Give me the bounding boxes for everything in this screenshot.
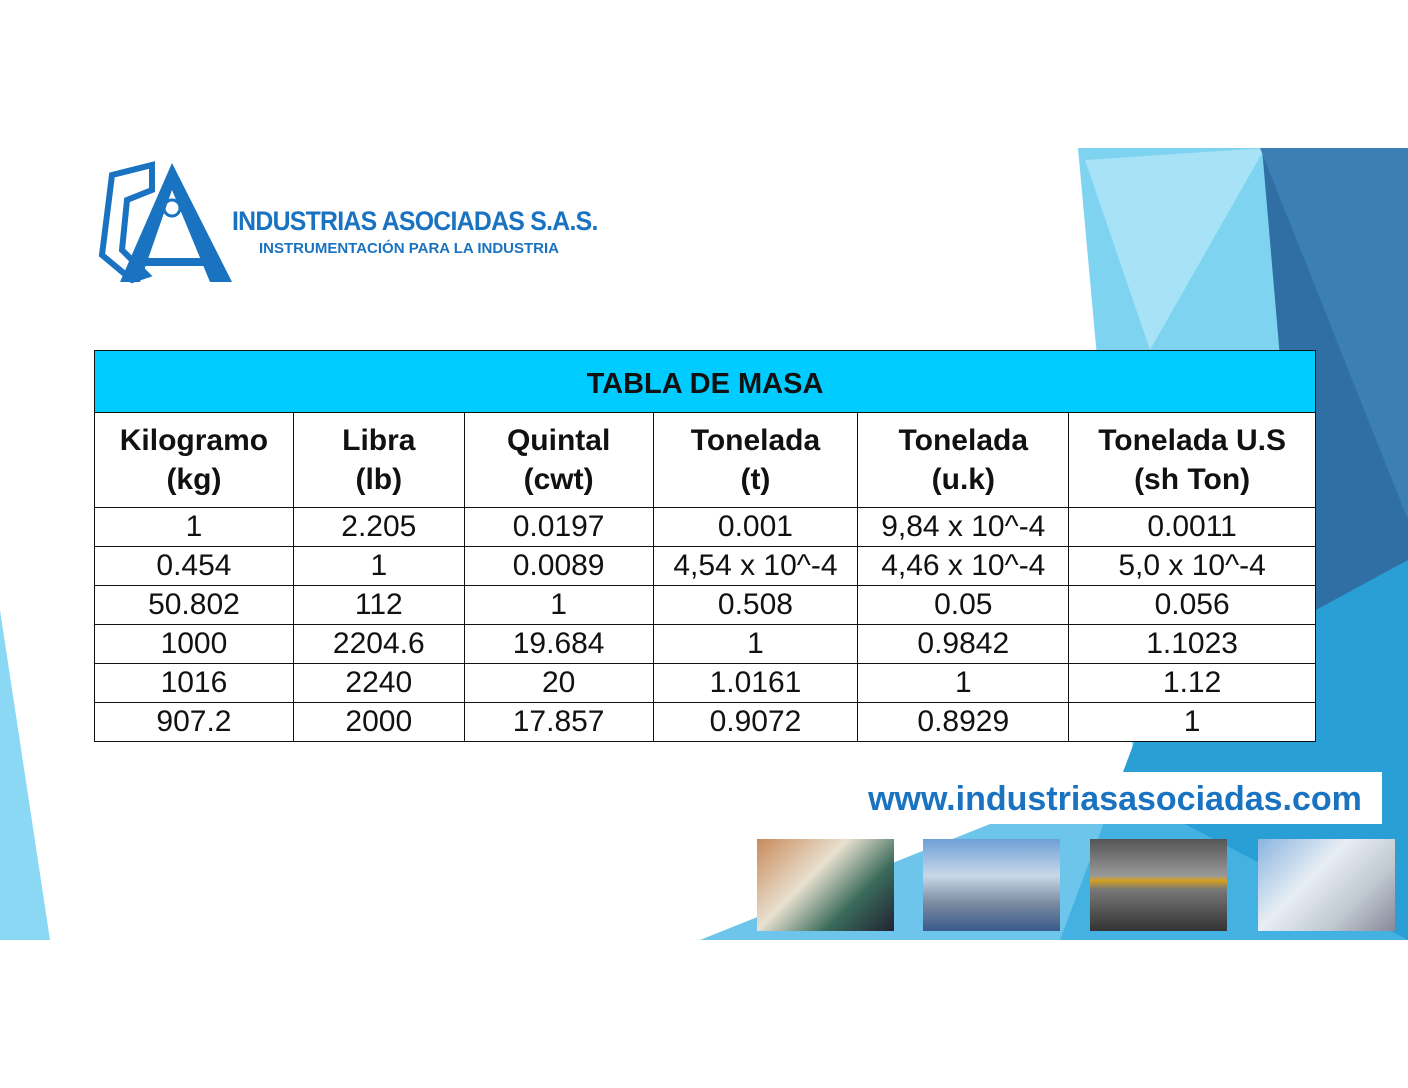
column-header <box>293 413 464 508</box>
column-header <box>653 413 858 508</box>
column-header-line: (u.k) <box>931 463 995 496</box>
column-header-line: Libra <box>342 424 416 457</box>
table-cell: 1 <box>1069 703 1316 742</box>
table-cell: 0.8929 <box>858 703 1069 742</box>
column-header-line: Tonelada <box>690 424 821 457</box>
table-row <box>95 508 1316 547</box>
table-cell: 17.857 <box>464 703 653 742</box>
website-link[interactable]: www.industriasasociadas.com <box>848 772 1382 824</box>
column-header-line: Quintal <box>506 424 611 457</box>
table-cell: 0.454 <box>95 547 294 586</box>
table-cell: 2204.6 <box>293 625 464 664</box>
refinery-photo <box>923 839 1060 931</box>
table-cell: 0.001 <box>653 508 858 547</box>
table-cell: 5,0 x 10^-4 <box>1069 547 1316 586</box>
robotics-photo <box>757 839 894 931</box>
table-cell: 0.0197 <box>464 508 653 547</box>
column-header-line: (cwt) <box>523 463 594 496</box>
company-name: INDUSTRIAS ASOCIADAS S.A.S. <box>232 206 598 236</box>
logo-emblem-icon <box>92 160 232 285</box>
column-header-line: (kg) <box>166 463 222 496</box>
table-cell: 1.12 <box>1069 664 1316 703</box>
mining-trucks-photo <box>1090 839 1227 931</box>
column-header <box>858 413 1069 508</box>
company-tagline: INSTRUMENTACIÓN PARA LA INDUSTRIA <box>259 240 559 257</box>
table-row <box>95 625 1316 664</box>
table-cell: 20 <box>464 664 653 703</box>
company-logo <box>92 160 597 285</box>
table-cell: 1.0161 <box>653 664 858 703</box>
table-cell: 2.205 <box>293 508 464 547</box>
column-header-line: Tonelada U.S <box>1098 424 1286 457</box>
table-cell: 1016 <box>95 664 294 703</box>
table-cell: 0.508 <box>653 586 858 625</box>
table-cell: 50.802 <box>95 586 294 625</box>
table-cell: 1000 <box>95 625 294 664</box>
mass-conversion-table <box>94 350 1316 742</box>
table-cell: 1 <box>95 508 294 547</box>
column-header <box>1069 413 1316 508</box>
column-header-line: Tonelada <box>898 424 1029 457</box>
column-header <box>464 413 653 508</box>
table-cell: 2000 <box>293 703 464 742</box>
column-header-line: (sh Ton) <box>1134 463 1251 496</box>
table-cell: 1 <box>464 586 653 625</box>
table-row <box>95 586 1316 625</box>
table-cell: 4,54 x 10^-4 <box>653 547 858 586</box>
table-cell: 0.0011 <box>1069 508 1316 547</box>
column-header-line: (t) <box>740 463 771 496</box>
table-cell: 1 <box>653 625 858 664</box>
table-cell: 0.9842 <box>858 625 1069 664</box>
table-cell: 4,46 x 10^-4 <box>858 547 1069 586</box>
table-row <box>95 703 1316 742</box>
table-cell: 0.056 <box>1069 586 1316 625</box>
table-cell: 0.0089 <box>464 547 653 586</box>
table-cell: 0.05 <box>858 586 1069 625</box>
table-cell: 0.9072 <box>653 703 858 742</box>
table-cell: 19.684 <box>464 625 653 664</box>
table-row <box>95 664 1316 703</box>
table-cell: 1 <box>858 664 1069 703</box>
table-cell: 112 <box>293 586 464 625</box>
table-cell: 1.1023 <box>1069 625 1316 664</box>
table-cell: 2240 <box>293 664 464 703</box>
table-cell: 1 <box>293 547 464 586</box>
table-title: TABLA DE MASA <box>95 351 1316 413</box>
table-cell: 907.2 <box>95 703 294 742</box>
column-header-line: Kilogramo <box>119 424 269 457</box>
column-header-line: (lb) <box>355 463 403 496</box>
column-header <box>95 413 294 508</box>
table-cell: 9,84 x 10^-4 <box>858 508 1069 547</box>
lab-photo <box>1258 839 1395 931</box>
table-row <box>95 547 1316 586</box>
